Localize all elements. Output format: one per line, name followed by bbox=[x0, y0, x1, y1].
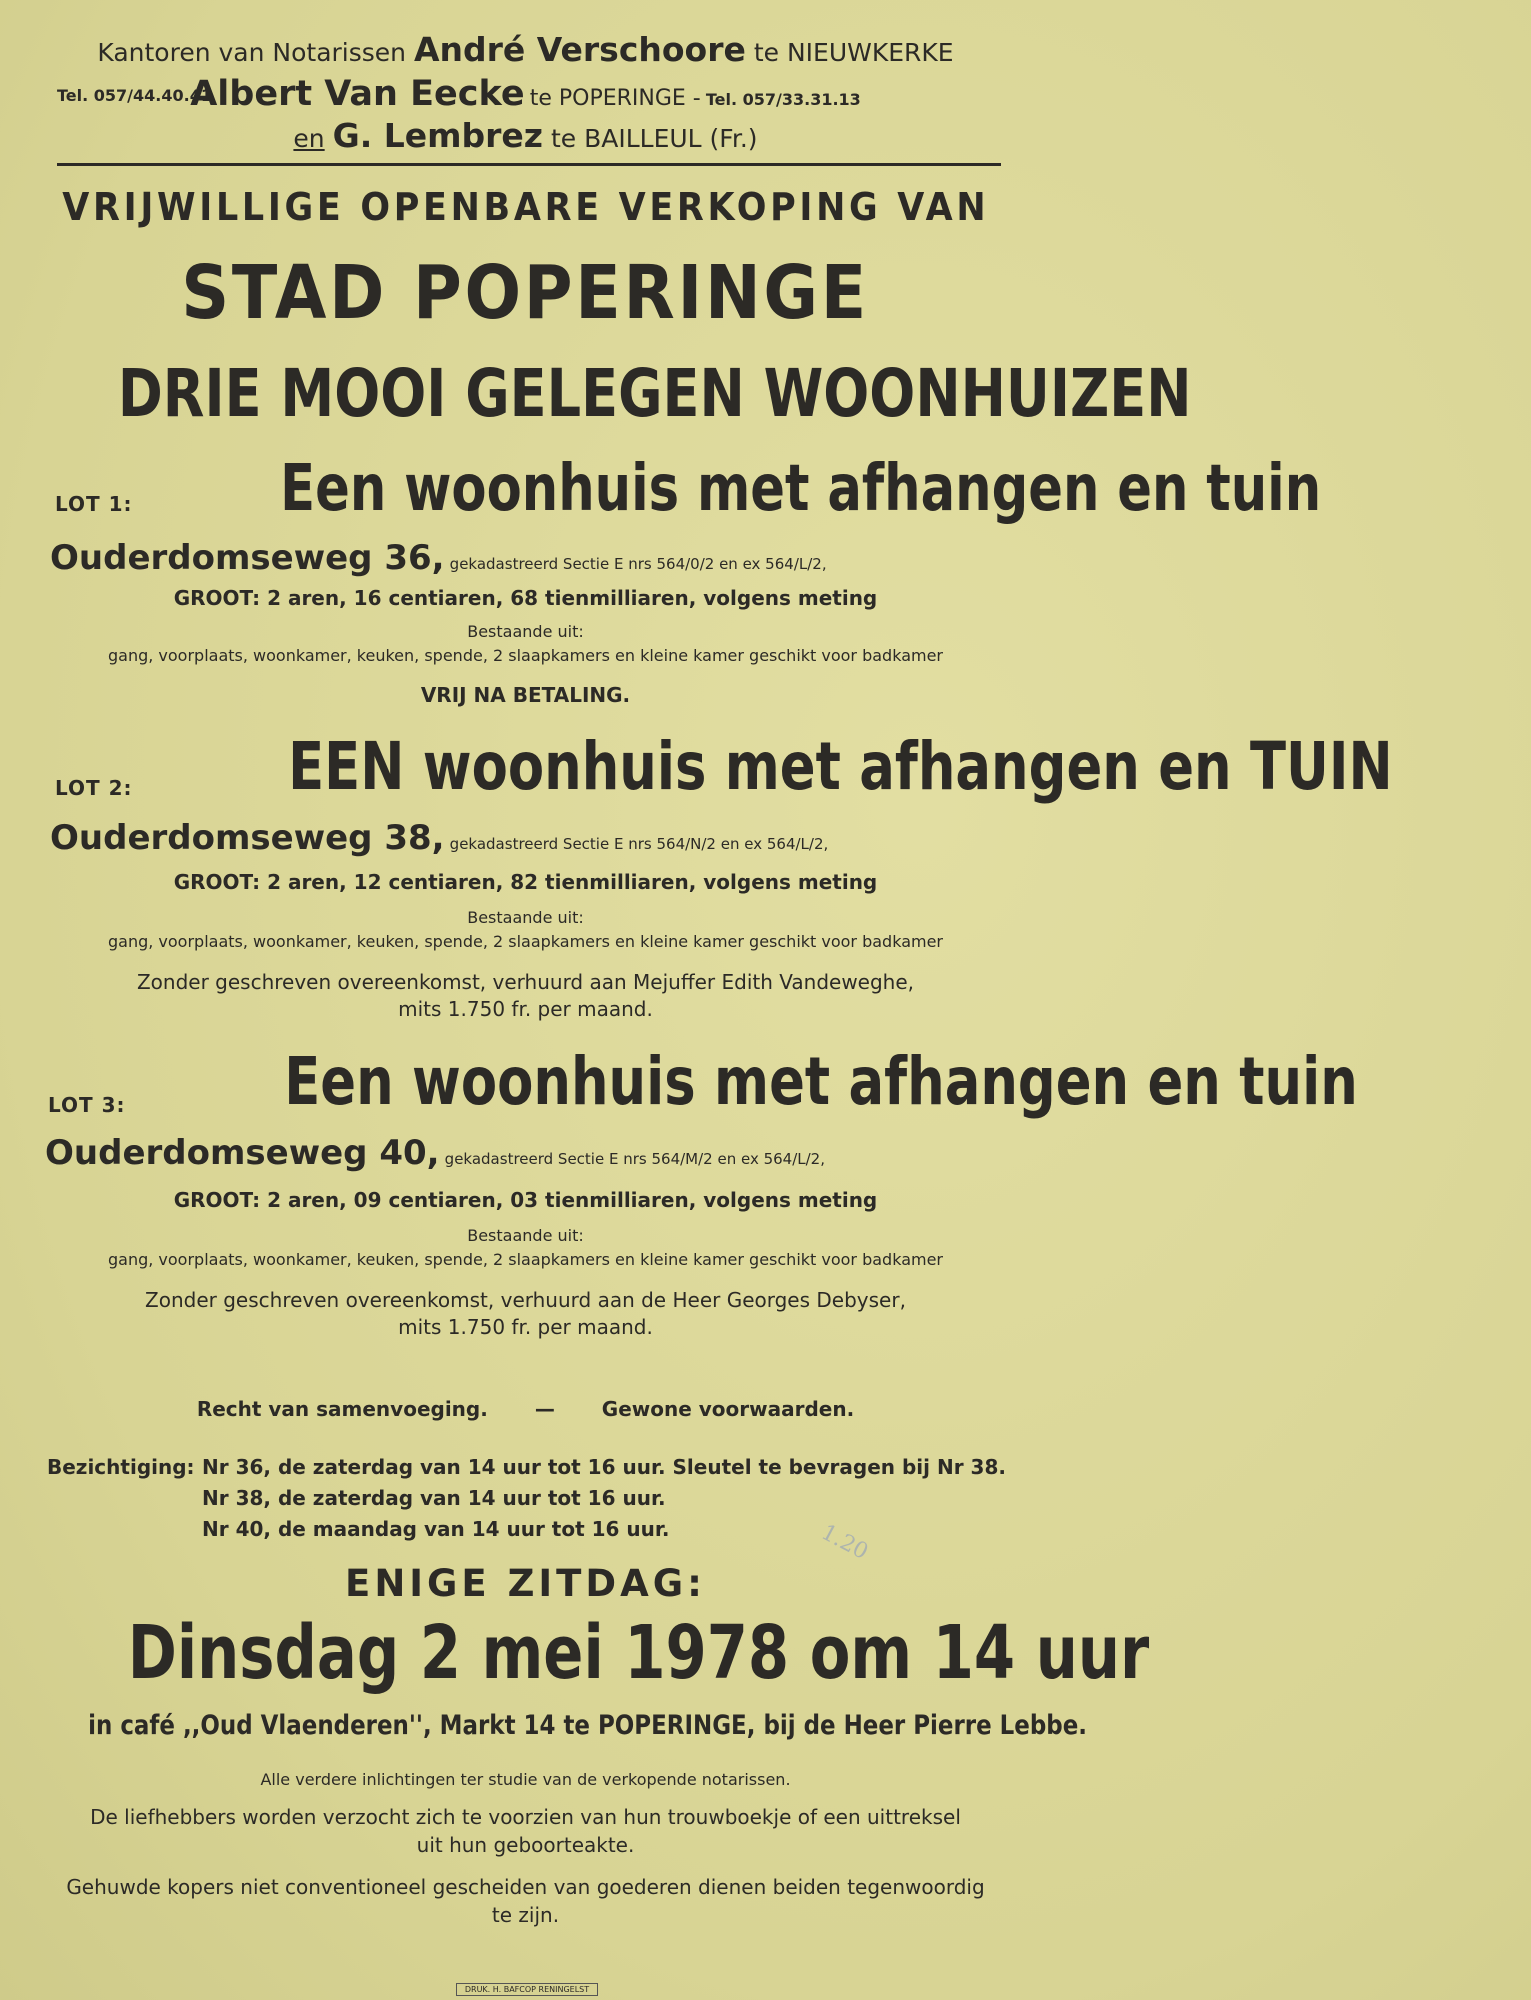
telephone-right: Tel. 057/33.31.13 bbox=[705, 90, 861, 109]
lot-1-rooms: gang, voorplaats, woonkamer, keuken, spende, 2 slaapkamers en kleine kamer geschikt voor badkamer bbox=[107, 646, 944, 665]
sale-heading bbox=[0, 1562, 1051, 1605]
lot-1-address-row bbox=[50, 538, 1010, 578]
printer-imprint: DRUK. H. BAFCOP RENINGELST bbox=[456, 1983, 598, 1996]
lot-3-size bbox=[0, 1188, 1051, 1212]
lot-3-cadastre: gekadastreerd Sectie E nrs 564/M/2 en ex 564/L/2, bbox=[444, 1150, 825, 1168]
notes-buyers-1: De liefhebbers worden verzocht zich te voorzien van hun trouwboekje of een uittreksel bbox=[90, 1805, 961, 1829]
notary-location-1: te NIEUWKERKE bbox=[753, 38, 954, 67]
title-intro bbox=[0, 185, 1051, 229]
notary-name-2: Albert Van Eecke bbox=[190, 74, 525, 114]
conditions-row bbox=[0, 1397, 1051, 1421]
notes-info: Alle verdere inlichtingen ter studie van de verkopende notarissen. bbox=[260, 1770, 791, 1789]
title-city-text: STAD POPERINGE bbox=[181, 250, 870, 336]
conditions-dash: — bbox=[534, 1397, 555, 1421]
lot-2-size-text: GROOT: 2 aren, 12 centiaren, 82 tienmilliaren, volgens meting bbox=[173, 870, 878, 894]
lot-3-address: Ouderdomseweg 40, bbox=[45, 1133, 440, 1173]
title-city bbox=[0, 250, 1051, 336]
lot-3-label: LOT 3: bbox=[48, 1093, 126, 1117]
viewing-line-1: Nr 36, de zaterdag van 14 uur tot 16 uur. Sleutel te bevragen bij Nr 38. bbox=[202, 1455, 1006, 1479]
title-intro-text: VRIJWILLIGE OPENBARE VERKOPING VAN bbox=[61, 185, 989, 229]
sale-location bbox=[0, 1710, 1088, 1741]
sale-heading-text: ENIGE ZITDAG: bbox=[345, 1562, 706, 1605]
header-line-2 bbox=[0, 74, 1051, 114]
lot-2-address: Ouderdomseweg 38, bbox=[50, 818, 445, 858]
lot-3-status-1: Zonder geschreven overeenkomst, verhuurd aan de Heer Georges Debyser, bbox=[145, 1288, 906, 1312]
lot-2-cadastre: gekadastreerd Sectie E nrs 564/N/2 en ex 564/L/2, bbox=[449, 835, 829, 853]
header-prefix: Kantoren van Notarissen bbox=[97, 38, 407, 67]
viewing-line-2: Nr 38, de zaterdag van 14 uur tot 16 uur. bbox=[202, 1486, 666, 1510]
lot-2-heading bbox=[0, 728, 1393, 805]
handwritten-note: 1.20 bbox=[816, 1519, 872, 1566]
lot-2-rooms: gang, voorplaats, woonkamer, keuken, spende, 2 slaapkamers en kleine kamer geschikt voor badkamer bbox=[107, 932, 944, 951]
header-line-3 bbox=[0, 116, 1051, 155]
viewing-label: Bezichtiging: bbox=[47, 1455, 195, 1479]
lot-1-size-text: GROOT: 2 aren, 16 centiaren, 68 tienmilliaren, volgens meting bbox=[173, 586, 878, 610]
conditions-left: Recht van samenvoeging. bbox=[196, 1397, 488, 1421]
lot-3-address-row bbox=[45, 1133, 1010, 1173]
viewing-block bbox=[47, 1452, 1006, 1545]
lot-1-status: VRIJ NA BETALING. bbox=[420, 683, 631, 707]
lot-3-size-text: GROOT: 2 aren, 09 centiaren, 03 tienmilliaren, volgens meting bbox=[173, 1188, 878, 1212]
title-subject bbox=[0, 355, 1192, 432]
lot-3-heading bbox=[0, 1043, 1358, 1120]
notary-name-3: G. Lembrez bbox=[332, 116, 544, 155]
conditions-right: Gewone voorwaarden. bbox=[601, 1397, 855, 1421]
telephone-left: Tel. 057/44.40.41 bbox=[57, 86, 212, 105]
notes-buyers-2: uit hun geboorteakte. bbox=[416, 1833, 635, 1857]
header-divider bbox=[57, 163, 1001, 166]
header-line-1 bbox=[0, 30, 1051, 69]
lot-1-title: Een woonhuis met afhangen en tuin bbox=[280, 452, 1322, 526]
lot-3-status-2: mits 1.750 fr. per maand. bbox=[398, 1315, 653, 1339]
header-en: en bbox=[293, 124, 325, 153]
notary-name-1: André Verschoore bbox=[413, 30, 746, 69]
lot-1-label: LOT 1: bbox=[55, 492, 133, 516]
notes-married-2: te zijn. bbox=[491, 1903, 560, 1927]
lot-1-heading bbox=[0, 452, 1322, 526]
sale-date-text: Dinsdag 2 mei 1978 om 14 uur bbox=[127, 1610, 1150, 1696]
sale-date bbox=[0, 1610, 1150, 1696]
lot-2-label: LOT 2: bbox=[55, 776, 133, 800]
notary-location-3: te BAILLEUL (Fr.) bbox=[550, 124, 758, 153]
lot-3-title: Een woonhuis met afhangen en tuin bbox=[284, 1043, 1358, 1120]
lot-2-status-2: mits 1.750 fr. per maand. bbox=[398, 997, 653, 1021]
sale-location-text: in café ,,Oud Vlaenderen'', Markt 14 te POPERINGE, bij de Heer Pierre Lebbe. bbox=[88, 1710, 1088, 1741]
lot-2-status-1: Zonder geschreven overeenkomst, verhuurd aan Mejuffer Edith Vandeweghe, bbox=[136, 970, 915, 994]
lot-2-title: EEN woonhuis met afhangen en TUIN bbox=[288, 728, 1393, 805]
notes-married-1: Gehuwde kopers niet conventioneel gescheiden van goederen dienen beiden tegenwoordig bbox=[66, 1875, 985, 1899]
viewing-line-3: Nr 40, de maandag van 14 uur tot 16 uur. bbox=[202, 1517, 670, 1541]
lot-2-size bbox=[0, 870, 1051, 894]
lot-1-address: Ouderdomseweg 36, bbox=[50, 538, 445, 578]
lot-2-address-row bbox=[50, 818, 1010, 858]
lot-3-rooms: gang, voorplaats, woonkamer, keuken, spende, 2 slaapkamers en kleine kamer geschikt voor badkamer bbox=[107, 1250, 944, 1269]
lot-1-cadastre: gekadastreerd Sectie E nrs 564/0/2 en ex 564/L/2, bbox=[449, 555, 827, 573]
notary-location-2: te POPERINGE - bbox=[529, 86, 701, 111]
title-subject-text: DRIE MOOI GELEGEN WOONHUIZEN bbox=[117, 355, 1192, 432]
lot-2-consists-label: Bestaande uit: bbox=[467, 908, 584, 927]
lot-1-consists-label: Bestaande uit: bbox=[467, 622, 584, 641]
lot-1-size bbox=[0, 586, 1051, 610]
lot-3-consists-label: Bestaande uit: bbox=[467, 1226, 584, 1245]
